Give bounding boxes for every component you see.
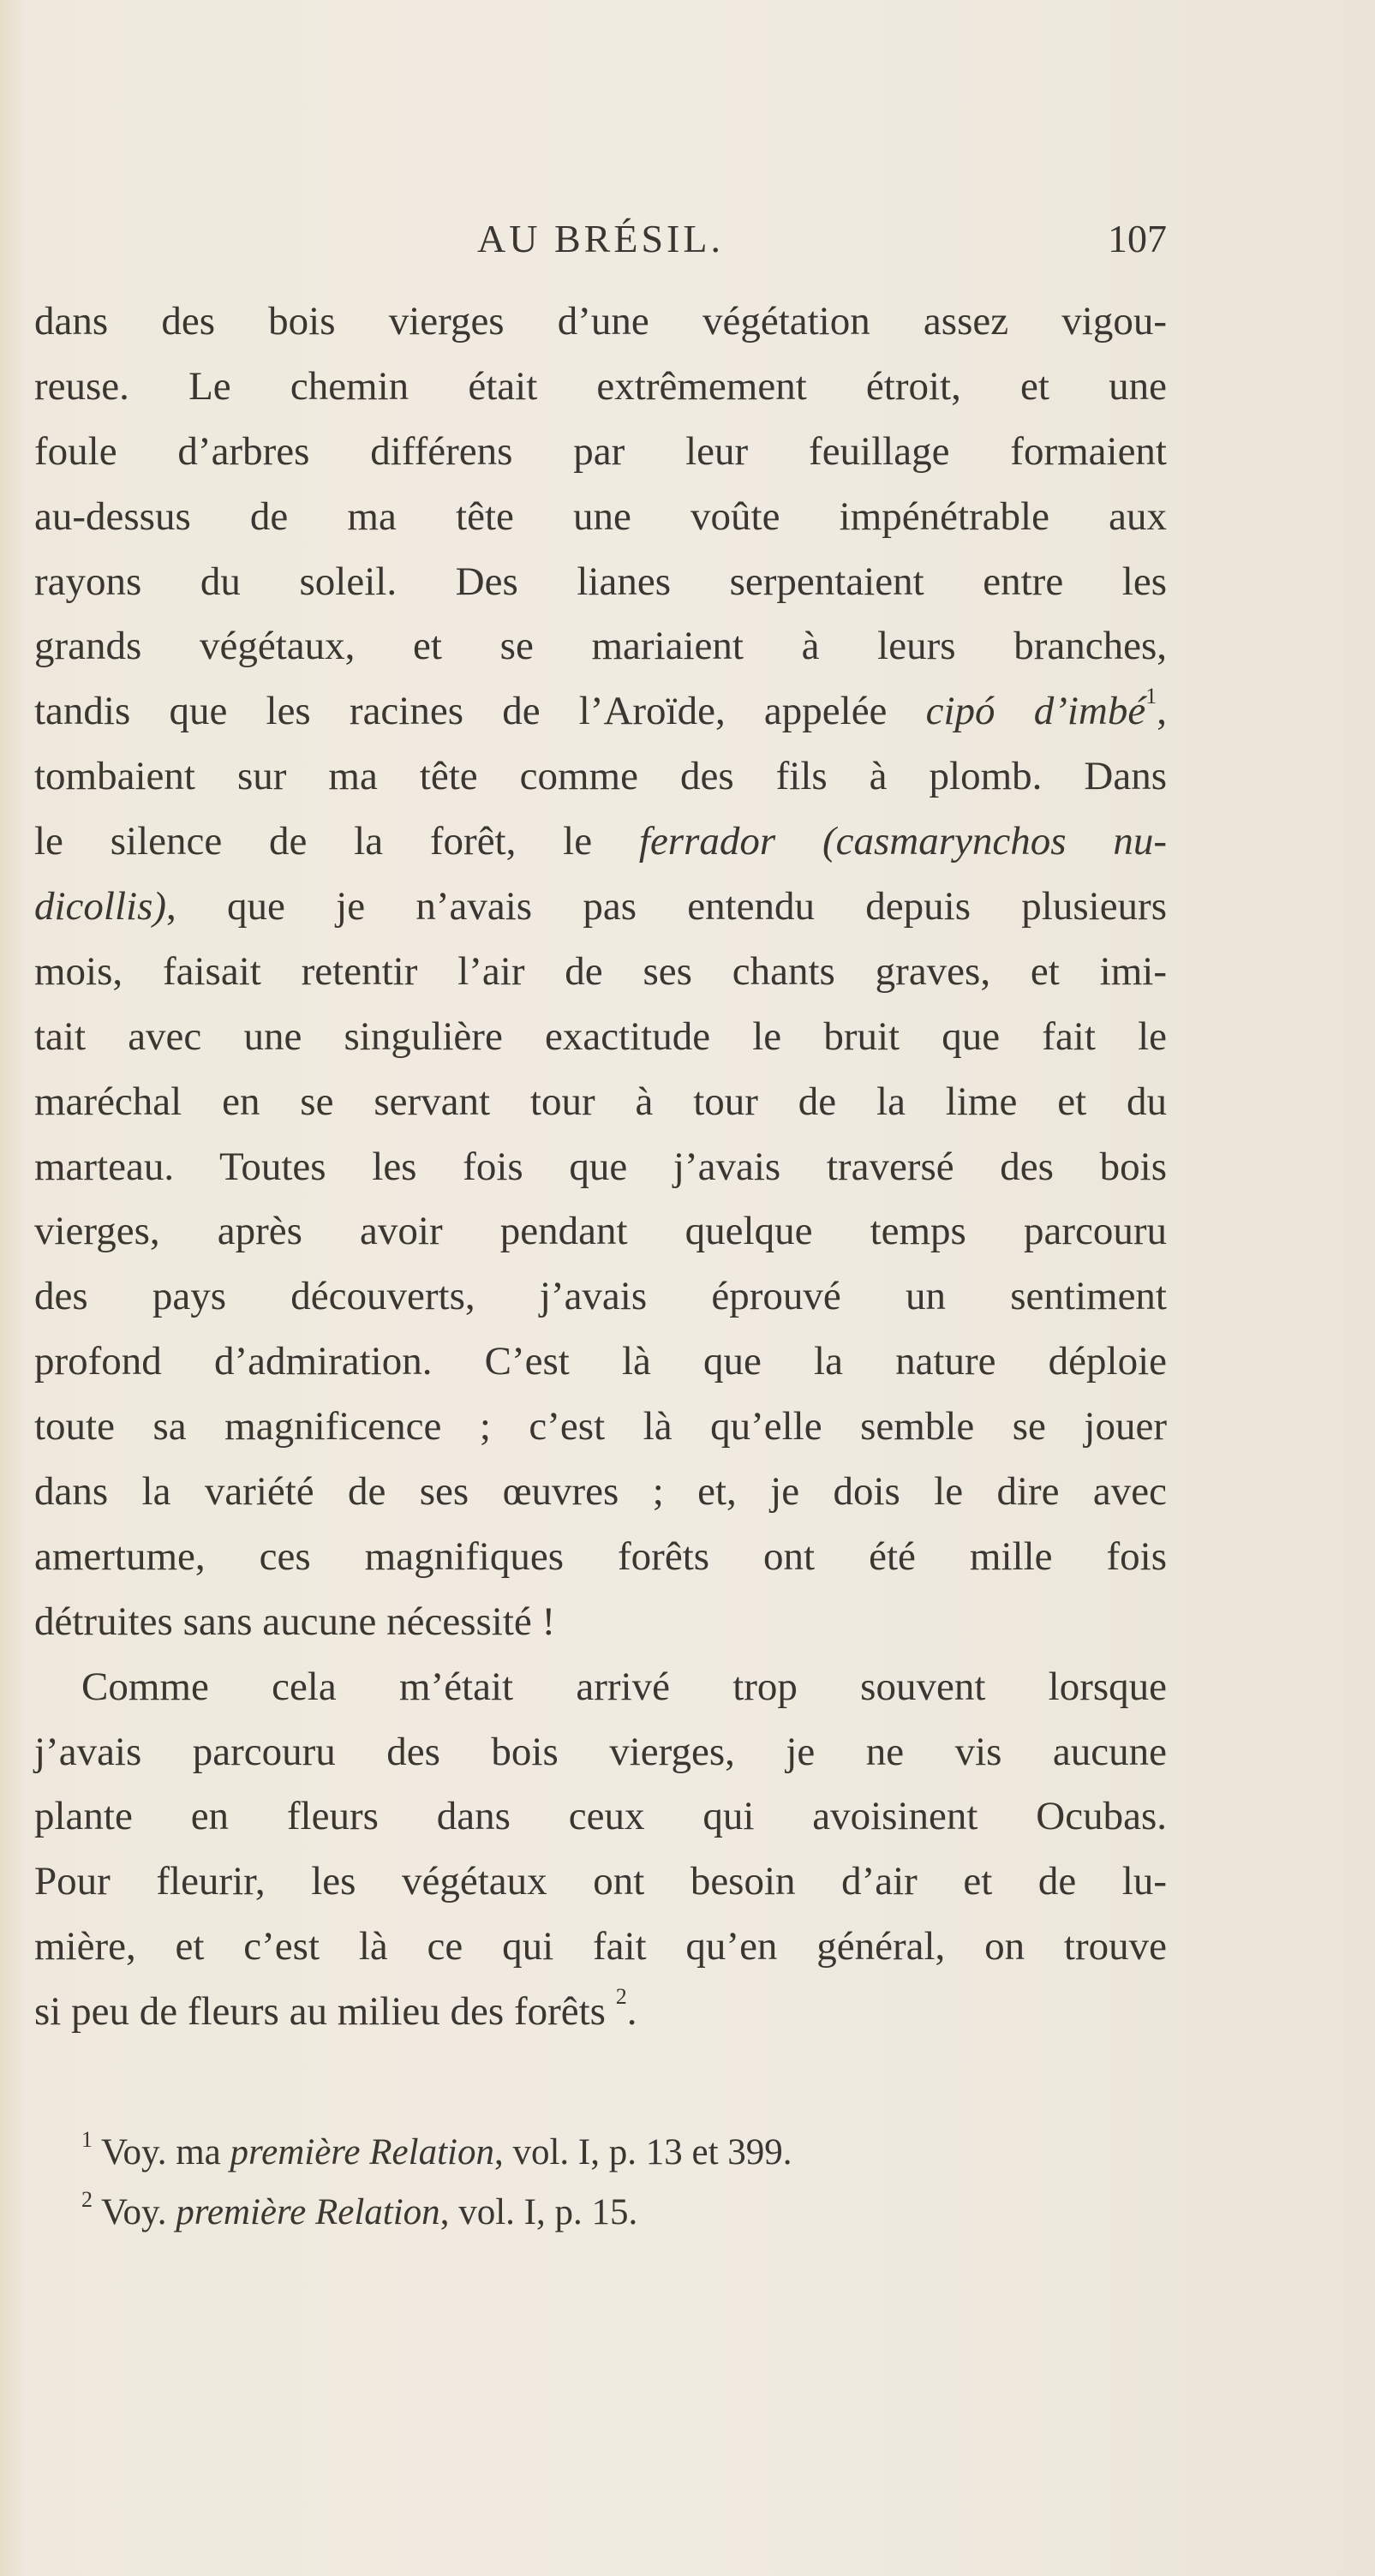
body-text	[34, 290, 1167, 2045]
text-line	[34, 744, 1167, 810]
text-segment: plante en fleurs dans ceux qui avoisinent Ocubas.	[34, 1794, 1167, 1839]
text-segment: vierges, après avoir pendant quelque temps parcouru	[34, 1209, 1167, 1254]
text-segment: .	[626, 1989, 637, 2035]
text-segment: tombaient sur ma tête comme des fils à plomb. Dans	[34, 754, 1167, 799]
text-segment: profond d’admiration. C’est là que la nature déploie	[34, 1339, 1167, 1384]
text-segment: détruites sans aucune nécessité !	[34, 1599, 556, 1644]
text-segment: , vol. I, p. 13 et 399.	[493, 2132, 792, 2173]
text-segment: dans des bois vierges d’une végétation assez vigou-	[34, 299, 1167, 344]
text-segment: , que je n’avais pas entendu depuis plusieurs	[166, 884, 1167, 929]
text-line	[34, 355, 1167, 420]
footnote-marker: 1	[81, 2127, 93, 2152]
text-line	[34, 1915, 1167, 1980]
text-line	[34, 679, 1167, 744]
text-line	[34, 1720, 1167, 1785]
text-line	[34, 1784, 1167, 1850]
text-line	[34, 290, 1167, 355]
text-segment: maréchal en se servant tour à tour de la lime et du	[34, 1079, 1167, 1124]
text-segment: Pour fleurir, les végétaux ont besoin d’air et de lu-	[34, 1859, 1167, 1904]
footnote-marker: 2	[81, 2187, 93, 2212]
text-segment: le silence de la forêt, le	[34, 819, 639, 864]
page-header	[34, 216, 1167, 276]
text-segment: rayons du soleil. Des lianes serpentaient entre les	[34, 559, 1167, 604]
footnotes	[81, 2123, 792, 2243]
footnote-marker: 1	[1145, 684, 1157, 709]
footnote-marker: 2	[615, 1984, 627, 2010]
text-segment: reuse. Le chemin était extrêmement étroit, et une	[34, 363, 1167, 409]
text-line	[34, 1590, 1167, 1655]
text-line	[34, 1135, 1167, 1200]
text-line	[34, 1264, 1167, 1330]
text-line	[34, 550, 1167, 615]
text-line	[34, 1199, 1167, 1264]
text-segment: mois, faisait retentir l’air de ses chants graves, et imi-	[34, 948, 1167, 994]
text-segment: toute sa magnificence ; c’est là qu’elle semble se jouer	[34, 1404, 1167, 1449]
text-line	[34, 1460, 1167, 1525]
italic-text: dicollis)	[34, 884, 167, 929]
italic-text: première Relation	[176, 2192, 440, 2232]
italic-text: ferrador (casmarynchos nu-	[638, 819, 1167, 864]
italic-text: première Relation	[230, 2132, 494, 2173]
text-segment: , vol. I, p. 15.	[439, 2192, 638, 2232]
italic-text: cipó d’imbé	[925, 689, 1146, 734]
text-segment: Voy.	[93, 2192, 176, 2232]
text-line	[34, 420, 1167, 485]
text-segment: Comme cela m’était arrivé trop souvent lorsque	[81, 1664, 1167, 1709]
text-line	[34, 810, 1167, 875]
text-segment: ,	[1157, 689, 1167, 734]
running-title: AU BRÉSIL.	[477, 217, 724, 260]
page-number: 107	[1108, 217, 1167, 260]
text-line	[34, 1655, 1167, 1720]
text-segment: tandis que les racines de l’Aroïde, appelée	[34, 689, 926, 734]
text-segment: des pays découverts, j’avais éprouvé un sentiment	[34, 1274, 1167, 1319]
text-line	[34, 1330, 1167, 1395]
text-segment: dans la variété de ses œuvres ; et, je dois le dire avec	[34, 1469, 1167, 1515]
text-line	[34, 1980, 1167, 2045]
text-segment: mière, et c’est là ce qui fait qu’en général, on trouve	[34, 1924, 1167, 1969]
text-segment: amertume, ces magnifiques forêts ont été mille fois	[34, 1533, 1167, 1579]
text-segment: au-dessus de ma tête une voûte impénétrable aux	[34, 493, 1167, 539]
text-segment: j’avais parcouru des bois vierges, je ne vis aucune	[34, 1729, 1167, 1774]
footnote	[81, 2183, 792, 2243]
text-segment: foule d’arbres différens par leur feuillage formaient	[34, 428, 1167, 474]
text-line	[34, 1005, 1167, 1070]
text-segment: grands végétaux, et se mariaient à leurs branches,	[34, 624, 1167, 669]
text-line	[34, 1850, 1167, 1915]
text-line	[34, 1070, 1167, 1135]
text-line	[34, 1525, 1167, 1590]
text-line	[34, 1395, 1167, 1460]
text-segment: Voy. ma	[93, 2132, 230, 2173]
text-line	[34, 940, 1167, 1005]
text-line	[34, 614, 1167, 679]
text-line	[34, 485, 1167, 550]
footnote	[81, 2123, 792, 2183]
text-line	[34, 875, 1167, 940]
text-segment: marteau. Toutes les fois que j’avais traversé des bois	[34, 1144, 1167, 1189]
text-segment: tait avec une singulière exactitude le bruit que fait le	[34, 1013, 1167, 1059]
text-segment: si peu de fleurs au milieu des forêts	[34, 1989, 616, 2035]
